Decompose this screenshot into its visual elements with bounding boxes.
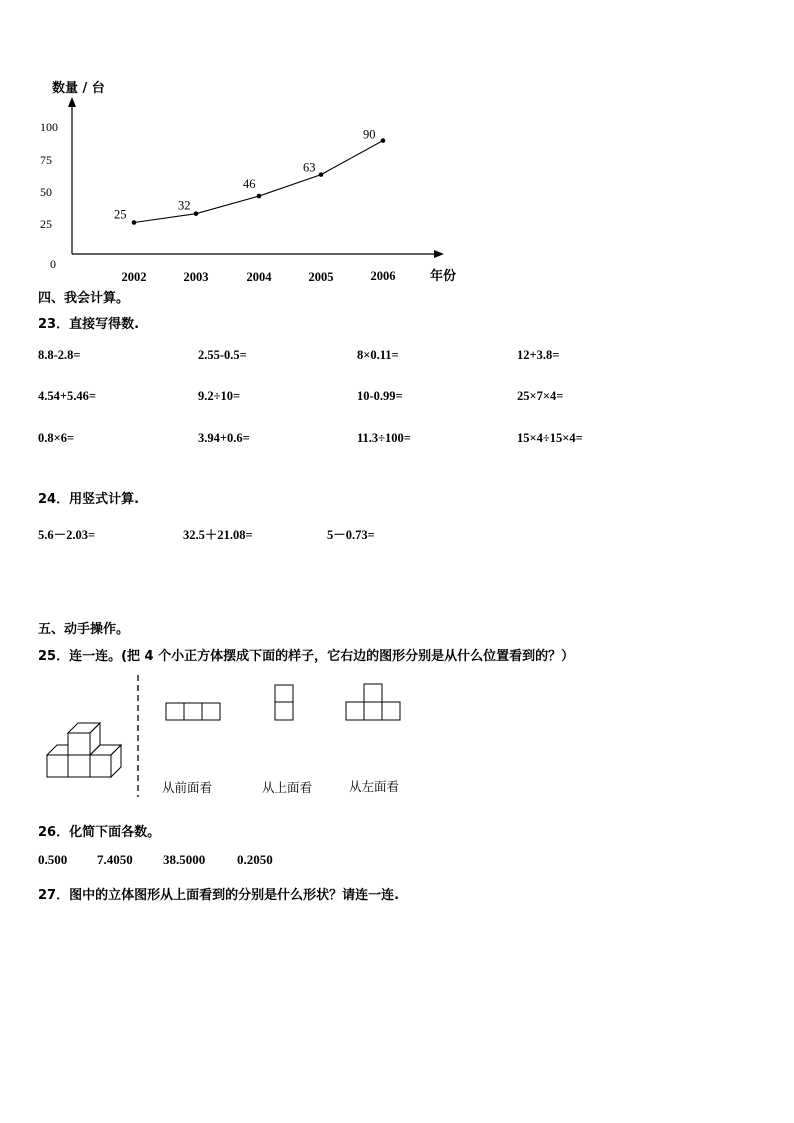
q23-item: 10-0.99=: [357, 389, 403, 403]
data-label: 32: [178, 198, 191, 213]
q23-item: 4.54+5.46=: [38, 389, 96, 403]
q23-item: 12+3.8=: [517, 348, 560, 362]
y-axis-title: 数量 / 台: [52, 81, 105, 96]
x-tick-label: 2006: [370, 269, 396, 283]
x-tick-label: 2003: [183, 270, 209, 284]
front-view-shape: [166, 703, 220, 720]
q23-item: 8.8-2.8=: [38, 348, 81, 362]
data-point: [319, 172, 324, 177]
data-point: [257, 194, 262, 199]
line-chart: [0, 0, 794, 295]
data-point: [381, 138, 386, 143]
y-tick-label: 100: [40, 120, 58, 134]
view-label-front: 从前面看: [162, 780, 213, 795]
q23-item: 0.8×6=: [38, 431, 75, 445]
q23-item: 8×0.11=: [357, 348, 399, 362]
view-label-left: 从左面看: [349, 779, 400, 794]
stacked-cubes-3d: [47, 723, 121, 777]
y-tick-labels: [40, 120, 58, 271]
series-line: [134, 141, 383, 223]
y-axis: [68, 97, 76, 254]
top-view-shape: [275, 685, 293, 720]
q24-item: 32.5＋21.08=: [183, 528, 253, 542]
view-label-top: 从上面看: [262, 780, 313, 795]
data-label: 90: [363, 127, 376, 142]
question-24-title: 24．用竖式计算.: [38, 492, 140, 507]
question-25-title: 25．连一连。(把 4 个小正方体摆成下面的样子，它右边的图形分别是从什么位置看到的？）: [38, 649, 575, 664]
q26-number: 0.2050: [237, 852, 273, 867]
q23-item: 3.94+0.6=: [198, 431, 250, 445]
x-tick-label: 2002: [121, 270, 147, 284]
q23-item: 2.55-0.5=: [198, 348, 247, 362]
section-5-title: 五、动手操作。: [38, 622, 130, 637]
data-label: 46: [243, 177, 256, 192]
data-points: [132, 138, 386, 225]
x-tick-label: 2005: [308, 270, 334, 284]
x-tick-label: 2004: [246, 270, 272, 284]
x-tick-labels: [122, 269, 396, 284]
y-tick-label: 0: [50, 257, 56, 271]
q23-item: 25×7×4=: [517, 389, 564, 403]
q23-item: 15×4÷15×4=: [517, 431, 583, 445]
x-axis: [72, 250, 444, 258]
q26-number: 0.500: [38, 852, 68, 867]
q26-number: 7.4050: [97, 852, 133, 867]
q26-number: 38.5000: [163, 852, 206, 867]
q24-item: 5.6－2.03=: [38, 528, 96, 542]
question-26-title: 26．化简下面各数。: [38, 825, 161, 840]
left-view-shape: [346, 684, 400, 720]
data-point: [194, 211, 199, 216]
q24-item: 5－0.73=: [327, 528, 375, 542]
q23-item: 9.2÷10=: [198, 389, 241, 403]
data-label: 63: [303, 160, 316, 175]
question-27-title: 27．图中的立体图形从上面看到的分别是什么形状？请连一连.: [38, 888, 400, 903]
data-label: 25: [114, 207, 127, 222]
data-labels: [114, 128, 376, 222]
q23-item: 11.3÷100=: [357, 431, 411, 445]
y-tick-label: 50: [40, 185, 52, 199]
question-23-title: 23．直接写得数.: [38, 317, 140, 332]
x-axis-title: 年份: [430, 269, 457, 284]
y-tick-label: 75: [40, 153, 52, 167]
y-tick-label: 25: [40, 217, 52, 231]
data-point: [132, 220, 137, 225]
section-4-title: 四、我会计算。: [38, 291, 130, 306]
